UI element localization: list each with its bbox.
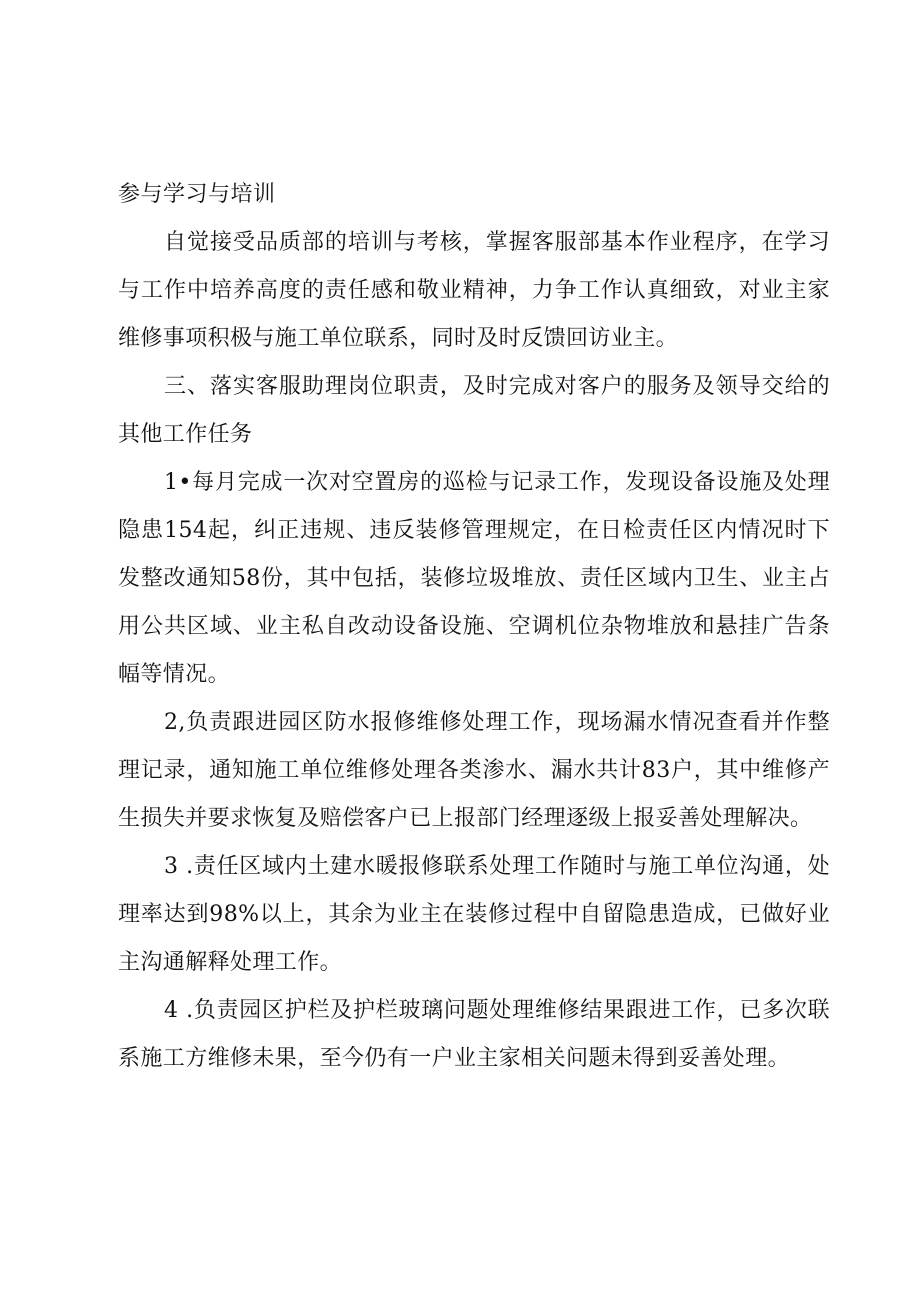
section-heading: 参与学习与培训 bbox=[118, 182, 276, 207]
paragraph-item-4: 4 .负责园区护栏及护栏玻璃问题处理维修结果跟进工作，已多次联系施工方维修未果，至今仍有一户业主家相关问题未得到妥善处理。 bbox=[118, 998, 830, 1071]
paragraph-training: 自觉接受品质部的培训与考核，掌握客服部基本作业程序，在学习与工作中培养高度的责任感和敬业精神，力争工作认真细致，对业主家维修事项积极与施工单位联系，同时及时反馈回访业主。 bbox=[118, 230, 830, 351]
paragraph-section-three-title: 三、落实客服助理岗位职责，及时完成对客户的服务及领导交给的其他工作任务 bbox=[118, 374, 830, 447]
paragraph-item-2: 2,负责跟进园区防水报修维修处理工作，现场漏水情况查看并作整理记录，通知施工单位维修处理各类渗水、漏水共计83户，其中维修产生损失并要求恢复及赔偿客户已上报部门经理逐级上报妥善处理解决。 bbox=[118, 710, 830, 831]
paragraph-item-3: 3 .责任区域内土建水暖报修联系处理工作随时与施工单位沟通，处理率达到98%以上，其余为业主在装修过程中自留隐患造成，已做好业主沟通解释处理工作。 bbox=[118, 854, 830, 975]
paragraph-item-1: 1•每月完成一次对空置房的巡检与记录工作，发现设备设施及处理隐患154起，纠正违规、违反装修管理规定，在日检责任区内情况时下发整改通知58份，其中包括，装修垃圾堆放、责任区域内卫生、业主占用公共区域、业主私自改动设备设施、空调机位杂物堆放和悬挂广告条幅等情况。 bbox=[118, 470, 830, 687]
document-body bbox=[118, 171, 830, 1083]
